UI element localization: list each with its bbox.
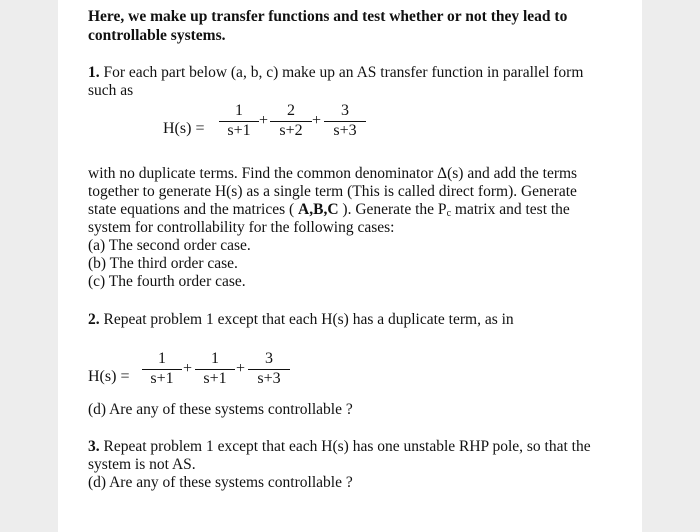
- problem-3-line-1: 3. Repeat problem 1 except that each H(s) has one unstable RHP pole, so that the: [88, 438, 591, 455]
- document-page: [58, 0, 642, 532]
- equation-1-lhs: H(s) =: [163, 120, 205, 137]
- problem-2-question: (d) Are any of these systems controllable ?: [88, 401, 353, 418]
- intro-line-1: Here, we make up transfer functions and test whether or not they lead to: [88, 8, 568, 25]
- equation-2-lhs: H(s) =: [88, 368, 130, 385]
- equation-2-fraction-2: 1 s+1: [195, 350, 235, 388]
- equation-2-plus-1: +: [183, 360, 193, 377]
- problem-3-number: 3.: [88, 438, 100, 455]
- problem-1-case-c: (c) The fourth order case.: [88, 273, 246, 290]
- equation-1-plus-2: +: [312, 112, 322, 129]
- equation-1-fraction-2: 2 s+2: [270, 102, 312, 140]
- problem-1-body-2: together to generate H(s) as a single term (This is called direct form). Generate: [88, 183, 577, 200]
- problem-2-line-1: 2. Repeat problem 1 except that each H(s) has a duplicate term, as in: [88, 311, 514, 328]
- problem-1-body-3: state equations and the matrices ( A,B,C ). Generate the $P_c$ matrix and test the: [88, 201, 570, 219]
- equation-2-plus-2: +: [236, 360, 246, 377]
- right-margin: [642, 0, 700, 532]
- equation-1-fraction-3: 3 s+3: [324, 102, 366, 140]
- problem-1-line-1: 1. For each part below (a, b, c) make up an AS transfer function in parallel form: [88, 64, 584, 81]
- problem-3-question: (d) Are any of these systems controllable ?: [88, 474, 353, 491]
- problem-1-body-1: with no duplicate terms. Find the common denominator Δ(s) and add the terms: [88, 165, 578, 182]
- problem-1-line-2: such as: [88, 82, 134, 99]
- equation-1-fraction-1: 1 s+1: [219, 102, 259, 140]
- problem-1-body-4: system for controllability for the following cases:: [88, 219, 395, 236]
- equation-2-fraction-1: 1 s+1: [142, 350, 182, 388]
- left-margin: [0, 0, 58, 532]
- problem-1-case-a: (a) The second order case.: [88, 237, 251, 254]
- equation-1-plus-1: +: [259, 112, 269, 129]
- problem-3-line-2: system is not AS.: [88, 456, 196, 473]
- problem-2-number: 2.: [88, 311, 100, 328]
- matrices-label: A,B,C: [298, 201, 339, 218]
- problem-1-number: 1.: [88, 64, 100, 81]
- problem-1-case-b: (b) The third order case.: [88, 255, 238, 272]
- intro-line-2: controllable systems.: [88, 27, 226, 44]
- equation-2-fraction-3: 3 s+3: [248, 350, 290, 388]
